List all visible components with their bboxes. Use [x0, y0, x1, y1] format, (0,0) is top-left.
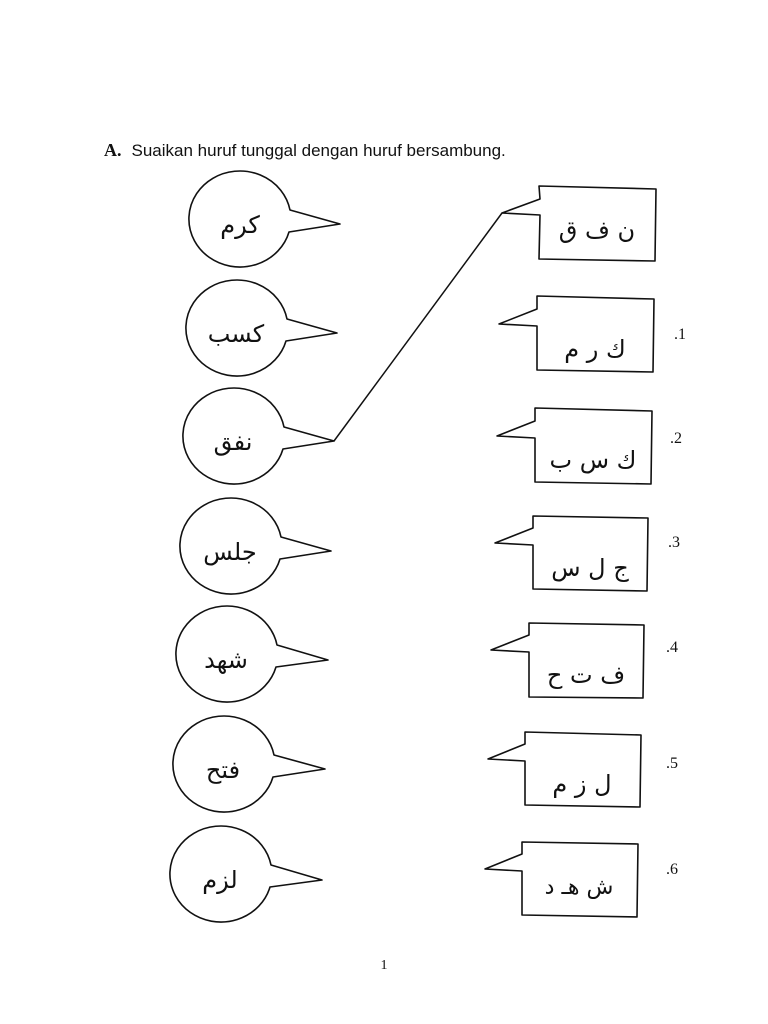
- item-number: .3: [668, 534, 680, 551]
- single-letter-box-example: [502, 186, 656, 261]
- single-letter-box-6: [485, 842, 678, 917]
- section-label: A.: [104, 140, 122, 160]
- joined-word-bubble-7: [170, 826, 322, 922]
- single-letter-text: ل ز م: [552, 770, 612, 798]
- page-number: 1: [380, 958, 388, 973]
- single-letter-text: ك س ب: [549, 446, 637, 474]
- single-letter-text: ن ف ق: [558, 216, 636, 244]
- single-letter-box-1: [499, 296, 686, 372]
- single-letter-text: ش هـ د: [544, 875, 614, 900]
- joined-word-bubble-2: [186, 280, 337, 376]
- section-instruction: Suaikan huruf tunggal dengan huruf bersambung.: [131, 141, 506, 160]
- joined-word-bubble-5: [176, 606, 328, 702]
- single-letter-text: ف ت ح: [546, 661, 626, 689]
- single-letter-box-2: [497, 408, 682, 484]
- item-number: .4: [666, 639, 678, 656]
- example-match-line: [334, 213, 502, 441]
- item-number: .1: [674, 326, 686, 343]
- joined-word-bubble-1: [189, 171, 340, 267]
- joined-word-text: جلس: [203, 538, 257, 566]
- single-letter-box-3: [495, 516, 680, 591]
- joined-word-bubble-6: [173, 716, 325, 812]
- single-letter-text: ك ر م: [564, 335, 626, 363]
- item-number: .5: [666, 755, 678, 772]
- item-number: .2: [670, 430, 682, 447]
- joined-word-bubble-4: [180, 498, 331, 594]
- joined-word-text: فتح: [205, 756, 241, 784]
- joined-word-text: كرم: [220, 211, 260, 239]
- joined-word-text: شهد: [204, 646, 248, 674]
- single-letter-box-5: [488, 732, 678, 807]
- single-letter-box-4: [491, 623, 678, 698]
- item-number: .6: [666, 861, 678, 878]
- joined-word-text: لزم: [202, 866, 238, 894]
- single-letter-text: ج ل س: [551, 554, 629, 582]
- joined-word-text: نفق: [213, 428, 253, 456]
- joined-word-bubble-3: [183, 388, 334, 484]
- joined-word-text: كسب: [207, 320, 265, 348]
